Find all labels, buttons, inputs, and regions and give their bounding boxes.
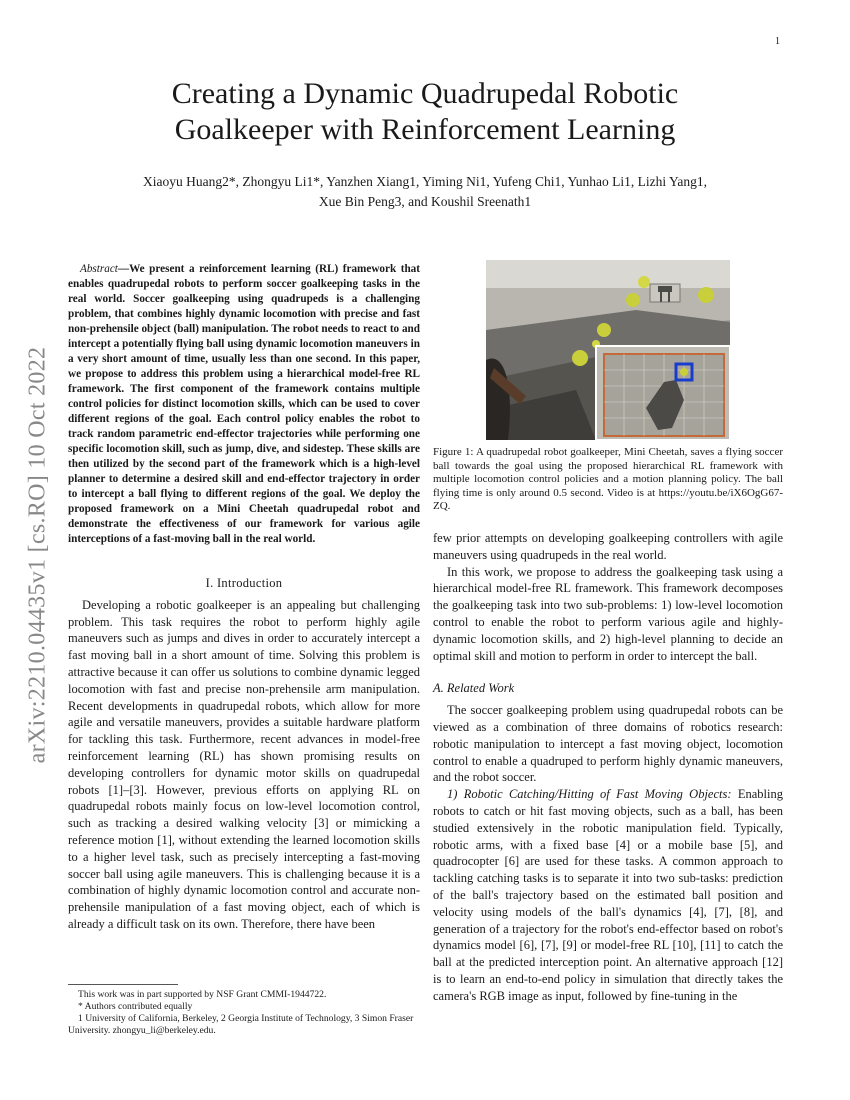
abstract xyxy=(68,262,420,547)
abstract-label: Abstract xyxy=(80,263,118,275)
author-line-1: Xiaoyu Huang2*, Zhongyu Li1*, Yanzhen Xiang1, Yiming Ni1, Yufeng Chi1, Yunhao Li1, Lizhi Yang1, xyxy=(143,174,707,189)
paper-title xyxy=(70,76,780,148)
footnote-affiliations: 1 University of California, Berkeley, 2 Georgia Institute of Technology, 3 Simon Fraser University. zhongyu_li@berkeley.edu. xyxy=(68,1013,414,1036)
related-work-heading: A. Related Work xyxy=(433,681,515,696)
page-number: 1 xyxy=(775,36,780,47)
figure-1-caption: Figure 1: A quadrupedal robot goalkeeper, Mini Cheetah, saves a flying soccer ball towards the goal using the proposed hierarchical RL framework with multiple locomotion control policies and a motion planning policy. The ball flying time is only around 0.5 second. Video is at https://youtu.be/iX6OgG67-ZQ. xyxy=(433,446,783,513)
introduction-paragraph: Developing a robotic goalkeeper is an appealing but challenging problem. This task requires the robot to perform highly agile maneuvers such as jumps and dives in order to accurately intercept a fast moving ball in a short amount of time. Solving this problem is attractive because it can offer us solutions to combine dynamic legged locomotion with fast and precise non-prehensile arm manipulation. Recent developments in quadrupedal robots, which allow for more agile and versatile maneuvers, provides a suitable hardware platform for tackling this task. Furthermore, recent advances in model-free reinforcement learning (RL) has shown promising results on developing controllers for dynamic motor skills on quadrupedal robots [1]–[3]. However, previous efforts on applying RL on quadrupedal robots mainly focus on low-level locomotion control, such as tracking a desired walking velocity [3] or mimicking a reference motion [1], without extending the learned locomotion skills to a higher level task, such as precisely intercepting a fast-moving soccer ball using agile maneuvers. This is challenging because it is a combination of highly dynamic locomotion control and accurate non-prehensile manipulation of a fast moving object, each of which is already a difficult task on its own. Therefore, there have been xyxy=(68,597,420,931)
catching-paragraph-text: Enabling robots to catch or hit fast moving objects, such as a ball, has been studied extensively in the robotic manipulation field. Typically, robotic arms, with a fixed base [4] or a mobile base [5], and quadrocopter [6] are used for these tasks. A common approach to tackling catching tasks is to separate it into two sub-tasks: prediction of the ball's trajectory based on the estimated ball position and velocity using models of the ball's dynamics [4], [7], [8], and generation of a trajectory for the robot's end-effector based on robot's dynamics model [6], [7], [9] or model-free RL [10], [11] to catch the ball at the predicted interception point. An alternative approach [12] is to learn an end-to-end policy in simulation that directly takes the camera's RGB image as input, followed by fine-tuning in the xyxy=(433,787,783,1003)
introduction-heading: I. Introduction xyxy=(205,576,283,590)
title-line-2: Goalkeeper with Reinforcement Learning xyxy=(174,113,676,146)
catching-paragraph-title: 1) Robotic Catching/Hitting of Fast Moving Objects: xyxy=(447,787,732,802)
figure-1-photo xyxy=(486,260,730,440)
title-line-1: Creating a Dynamic Quadrupedal Robotic xyxy=(171,77,679,110)
footnote-equal-contribution: * Authors contributed equally xyxy=(78,1001,193,1012)
left-column xyxy=(68,262,420,933)
footnote-funding: This work was in part supported by NSF Grant CMMI-1944722. xyxy=(78,989,327,1000)
arxiv-stamp[interactable] xyxy=(22,300,54,810)
abstract-text: —We present a reinforcement learning (RL) framework that enables quadrupedal robots to perform soccer goalkeeping tasks in the real world. Soccer goalkeeping using quadrupeds is a challenging problem, that combines highly dynamic locomotion with precise and fast non-prehensile object (ball) manipulation. The robot needs to react to and intercept a potentially flying ball using dynamic locomotion maneuvers in a very short amount of time, usually less than one second. In this paper, we propose to address this problem using a hierarchical model-free RL framework. The first component of the framework contains multiple control policies for distinct locomotion skills, which can be used to cover different regions of the goal. Each control policy enables the robot to track random parametric end-effector trajectories while performing one specific locomotion skill, such as jump, dive, and sidestep. These skills are then utilized by the second part of the framework which is a high-level planner to determine a desired skill and end-effector trajectory in order to intercept a ball flying to different regions of the goal. We deploy the proposed framework on a Mini Cheetah quadrupedal robot and demonstrate the effectiveness of our framework for various agile interceptions of a fast-moving ball in the real world. xyxy=(68,263,420,545)
catching-paragraph xyxy=(433,786,783,1004)
related-work-paragraph: The soccer goalkeeping problem using quadrupedal robots can be viewed as a combination of three domains of robotics research: robotic manipulation to intercept a fast moving object, locomotion control to enable a quadruped to perform highly dynamic maneuvers, and the robot soccer. xyxy=(433,703,783,785)
footnote-divider xyxy=(68,984,178,985)
intro-continuation: few prior attempts on developing goalkeeping controllers with agile maneuvers using quadrupeds in the real world. xyxy=(433,531,783,562)
proposal-paragraph: In this work, we propose to address the goalkeeping task using a hierarchical model-free RL framework. This framework decomposes the goalkeeping task into two sub-problems: 1) low-level locomotion control to enable the robot to perform various agile and highly-dynamic locomotion skills, and 2) high-level planning to decide an optimal skill and motion to perform in order to intercept the ball. xyxy=(433,564,783,663)
author-line-2: Xue Bin Peng3, and Koushil Sreenath1 xyxy=(318,194,532,209)
arxiv-stamp-text: arXiv:2210.04435v1 [cs.RO] 10 Oct 2022 xyxy=(24,346,51,764)
author-list xyxy=(80,172,770,212)
right-column xyxy=(433,530,783,1005)
footnotes xyxy=(68,989,420,1037)
